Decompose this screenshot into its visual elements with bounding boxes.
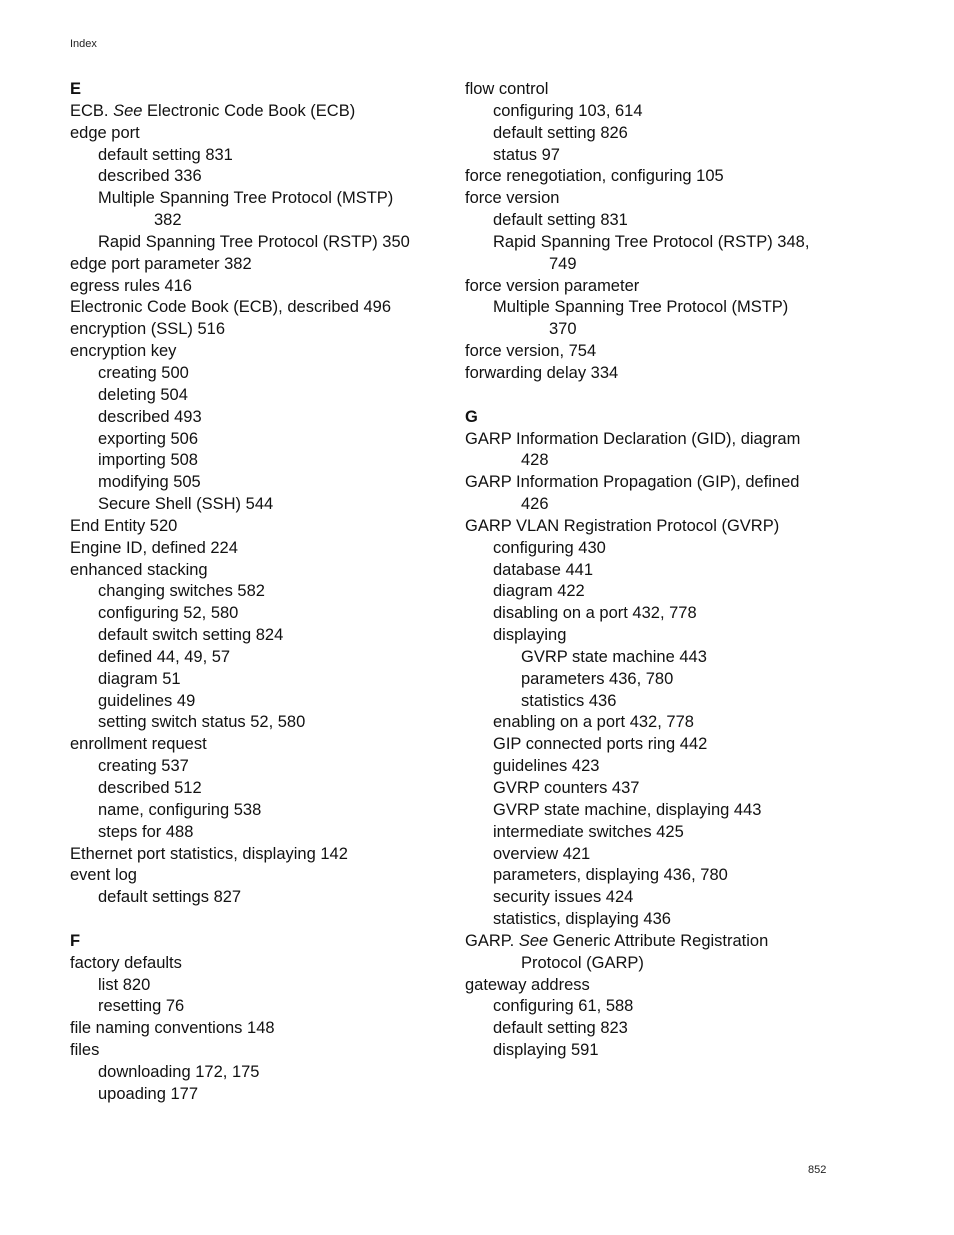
index-subentry: configuring 61, 588 [493, 997, 634, 1016]
index-subentry: name, configuring 538 [98, 800, 262, 819]
index-subentry: statistics 436 [521, 691, 617, 710]
see-target: Electronic Code Book (ECB) [142, 101, 356, 120]
index-subentry: guidelines 49 [98, 691, 196, 710]
index-subentry: configuring 52, 580 [98, 604, 239, 623]
see-reference: See [518, 931, 549, 950]
index-subentry: Secure Shell (SSH) 544 [98, 495, 274, 514]
index-subentry: creating 537 [98, 757, 189, 776]
index-entry: GARP Information Propagation (GIP), defined [465, 473, 800, 492]
index-entry: factory defaults [70, 953, 182, 972]
index-subentry: displaying [493, 626, 567, 645]
see-target: Generic Attribute Registration [548, 931, 769, 950]
index-entry: edge port parameter 382 [70, 254, 252, 273]
index-entry: forwarding delay 334 [465, 363, 619, 382]
index-subentry: importing 508 [98, 451, 198, 470]
index-subentry: Multiple Spanning Tree Protocol (MSTP) [98, 189, 394, 208]
index-entry: files [70, 1041, 100, 1060]
index-subentry: intermediate switches 425 [493, 822, 684, 841]
index-subentry: changing switches 582 [98, 582, 265, 601]
index-subentry: exporting 506 [98, 429, 198, 448]
index-subentry: displaying 591 [493, 1041, 599, 1060]
index-entry: enrollment request [70, 735, 207, 754]
index-subentry: statistics, displaying 436 [493, 910, 671, 929]
index-subentry: Rapid Spanning Tree Protocol (RSTP) 348, [493, 232, 810, 251]
index-entry: force version, 754 [465, 342, 597, 361]
index-entry [70, 101, 445, 123]
index-subentry: GIP connected ports ring 442 [493, 735, 708, 754]
index-entry: Electronic Code Book (ECB), described 496 [70, 298, 391, 317]
index-subentry: default setting 823 [493, 1019, 628, 1038]
index-column-right [465, 79, 840, 1062]
index-subentry: parameters, displaying 436, 780 [493, 866, 728, 885]
index-subentry: deleting 504 [98, 385, 188, 404]
index-subentry: GVRP counters 437 [493, 779, 640, 797]
index-entry: End Entity 520 [70, 516, 178, 535]
index-subentry: Multiple Spanning Tree Protocol (MSTP) [493, 298, 789, 317]
entry-text: ECB. [70, 101, 114, 120]
index-subentry: Rapid Spanning Tree Protocol (RSTP) 350 [98, 232, 410, 251]
index-subentry: downloading 172, 175 [98, 1062, 260, 1081]
index-subentry: creating 500 [98, 363, 189, 382]
index-entry: Engine ID, defined 224 [70, 538, 238, 557]
index-subentry: overview 421 [493, 844, 591, 863]
index-subentry: list 820 [98, 975, 151, 994]
index-entry: encryption key [70, 342, 177, 361]
index-entry: gateway address [465, 975, 590, 994]
index-subentry: described 493 [98, 407, 202, 426]
index-letter-heading: G [465, 407, 478, 426]
index-entry: egress rules 416 [70, 276, 192, 295]
index-entry-continuation: 370 [549, 320, 577, 339]
index-subentry: upoading 177 [98, 1084, 199, 1103]
index-subentry: default settings 827 [98, 888, 242, 907]
running-header: Index [70, 38, 97, 50]
index-entry: GARP Information Declaration (GID), diagram [465, 429, 801, 448]
index-subentry: defined 44, 49, 57 [98, 647, 231, 666]
index-subentry: configuring 103, 614 [493, 101, 643, 120]
index-subentry: diagram 422 [493, 582, 585, 601]
index-subentry: GVRP state machine 443 [521, 647, 707, 666]
index-entry: file naming conventions 148 [70, 1019, 275, 1038]
index-entry: Ethernet port statistics, displaying 142 [70, 844, 348, 863]
index-entry: force version [465, 189, 560, 208]
index-entry [465, 931, 840, 953]
index-subentry: database 441 [493, 560, 594, 579]
index-subentry: enabling on a port 432, 778 [493, 713, 694, 732]
index-entry-continuation: 382 [154, 211, 182, 230]
index-subentry: steps for 488 [98, 822, 194, 841]
index-subentry: GVRP state machine, displaying 443 [493, 800, 762, 819]
index-subentry: guidelines 423 [493, 757, 600, 776]
index-subentry: parameters 436, 780 [521, 669, 674, 688]
index-entry: force renegotiation, configuring 105 [465, 167, 724, 186]
index-subentry: default setting 831 [493, 211, 628, 230]
index-subentry: default setting 831 [98, 145, 233, 164]
index-subentry: resetting 76 [98, 997, 185, 1016]
index-letter-heading: F [70, 931, 81, 950]
section-spacer [465, 385, 840, 407]
page-number: 852 [808, 1164, 827, 1176]
index-entry: edge port [70, 123, 140, 142]
index-subentry: security issues 424 [493, 888, 634, 907]
index-subentry: configuring 430 [493, 538, 606, 557]
index-subentry: disabling on a port 432, 778 [493, 604, 697, 623]
index-entry-continuation: 428 [521, 451, 549, 470]
index-subentry: default setting 826 [493, 123, 628, 142]
index-entry: force version parameter [465, 276, 640, 295]
index-column-left [70, 79, 445, 1106]
index-subentry: diagram 51 [98, 669, 181, 688]
index-entry-continuation: Protocol (GARP) [521, 953, 644, 972]
index-letter-heading: E [70, 80, 82, 98]
index-entry: event log [70, 866, 137, 885]
entry-text: GARP. [465, 931, 519, 950]
index-subentry: default switch setting 824 [98, 626, 284, 645]
index-entry-continuation: 426 [521, 495, 549, 514]
index-entry: GARP VLAN Registration Protocol (GVRP) [465, 516, 780, 535]
index-entry-continuation: 749 [549, 254, 577, 273]
index-subentry: status 97 [493, 145, 560, 164]
index-entry: flow control [465, 80, 549, 98]
section-spacer [70, 909, 445, 931]
index-subentry: modifying 505 [98, 473, 201, 492]
index-subentry: setting switch status 52, 580 [98, 713, 306, 732]
see-reference: See [113, 101, 143, 120]
index-entry: encryption (SSL) 516 [70, 320, 226, 339]
index-subentry: described 336 [98, 167, 202, 186]
index-entry: enhanced stacking [70, 560, 208, 579]
index-subentry: described 512 [98, 779, 202, 797]
